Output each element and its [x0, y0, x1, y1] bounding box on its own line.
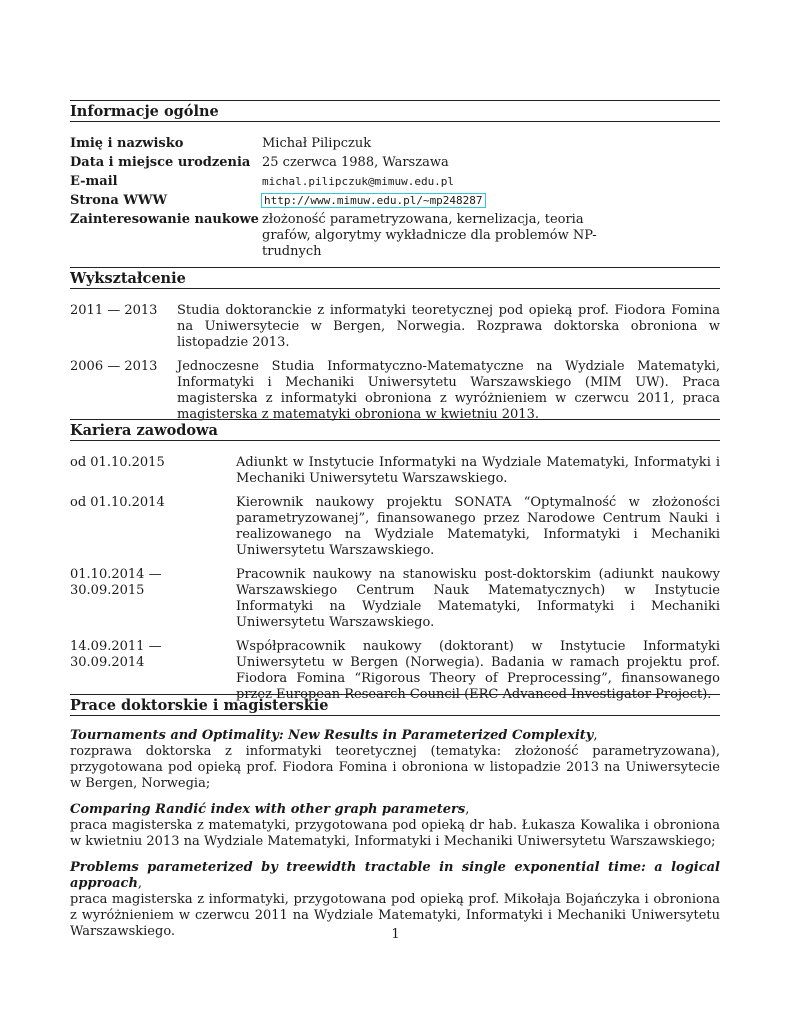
thesis-item: Problems parameterized by treewidth tractable in single exponential time: a logical approach, praca magisterska z informatyki, przygotowana pod opieką prof. Mikołaja Bojańczyka i obroniona z wyróżnieniem w czerwcu 2011 na Wydziale Matematyki, Informatyki i Mechaniki Uniwersytetu Warszawskiego.: [70, 860, 720, 939]
career-entry: [70, 495, 720, 559]
career-date: od 01.10.2015: [70, 455, 165, 470]
label-name: Imię i nazwisko: [70, 136, 184, 151]
education-date: 2006 — 2013: [70, 359, 158, 374]
row-interests: [70, 212, 720, 260]
career-date: 14.09.2011 — 30.09.2014: [70, 639, 162, 670]
thesis-description: rozprawa doktorska z informatyki teoretycznej (tematyka: złożoność parametryzowana), przygotowana pod opieką prof. Fiodora Fomina i obroniona w listopadzie 2013 na Uniwersytecie w Bergen, Norwegia;: [70, 744, 720, 791]
thesis-item: Comparing Randić index with other graph parameters, praca magisterska z matematyki, przygotowana pod opieką dr hab. Łukasza Kowalika i obroniona w kwietniu 2013 na Wydziale Matematyki, Informatyki i Mechaniki Uniwersytetu Warszawskiego;: [70, 802, 720, 849]
career-date: od 01.10.2014: [70, 495, 165, 510]
career-text: Współpracownik naukowy (doktorant) w Instytucie Informatyki Uniwersytetu w Bergen (Norwegia). Badania w ramach projektu prof. Fiodora Fomina “Rigorous Theory of Preprocessing”, finansowanego przez European Research Council (ERC Advanced Investigator Project).: [236, 639, 720, 702]
label-interests: Zainteresowanie naukowe: [70, 212, 259, 227]
section-theses: [70, 694, 720, 950]
career-list: [70, 455, 720, 703]
section-education: [70, 267, 720, 431]
thesis-title: Problems parameterized by treewidth tractable in single exponential time: a logical approach: [70, 860, 720, 891]
website-link[interactable]: http://www.mimuw.edu.pl/~mp248287: [264, 194, 483, 207]
section-heading-theses: Prace doktorskie i magisterskie: [70, 694, 720, 716]
theses-list: [70, 728, 720, 940]
section-general: [70, 100, 720, 260]
value-name: Michał Pilipczuk: [262, 136, 372, 151]
value-email[interactable]: michal.pilipczuk@mimuw.edu.pl: [262, 175, 455, 188]
career-date: 01.10.2014 — 30.09.2015: [70, 567, 162, 598]
career-text: Pracownik naukowy na stanowisku post-doktorskim (adiunkt naukowy Warszawskiego Centrum Nauk Matematycznych) w Instytucie Informatyki na Wydziale Matematyki, Informatyki i Mechaniki Uniwersytetu Warszawskiego.: [236, 567, 720, 630]
general-info-list: [70, 136, 720, 260]
value-interests: złożoność parametryzowana, kernelizacja, teoria grafów, algorytmy wykładnicze dla problemów NP-trudnych: [262, 212, 597, 259]
career-entry: [70, 567, 720, 631]
career-text: Kierownik naukowy projektu SONATA “Optymalność w złożoności parametryzowanej”, finansowanego przez Narodowe Centrum Nauki i realizowanego na Wydziale Matematyki, Informatyki i Mechaniki Uniwersytetu Warszawskiego.: [236, 495, 720, 558]
education-entry: [70, 359, 720, 423]
education-text: Jednoczesne Studia Informatyczno-Matematyczne na Wydziale Matematyki, Informatyki i Mechaniki Uniwersytetu Warszawskiego (MIM UW). Praca magisterska z informatyki obroniona z wyróżnieniem w czerwcu 2011, praca magisterska z matematyki obroniona w kwietniu 2013.: [177, 359, 720, 422]
row-birth: [70, 155, 720, 171]
career-entry: [70, 455, 720, 487]
row-www: [70, 193, 720, 209]
education-list: [70, 303, 720, 423]
thesis-item: Tournaments and Optimality: New Results in Parameterized Complexity, rozprawa doktorska z informatyki teoretycznej (tematyka: złożoność parametryzowana), przygotowana pod opieką prof. Fiodora Fomina i obroniona w listopadzie 2013 na Uniwersytecie w Bergen, Norwegia;: [70, 728, 720, 791]
thesis-description: praca magisterska z matematyki, przygotowana pod opieką dr hab. Łukasza Kowalika i obroniona w kwietniu 2013 na Wydziale Matematyki, Informatyki i Mechaniki Uniwersytetu Warszawskiego;: [70, 818, 720, 849]
education-date: 2011 — 2013: [70, 303, 158, 318]
row-name: [70, 136, 720, 152]
thesis-description: praca magisterska z informatyki, przygotowana pod opieką prof. Mikołaja Bojańczyka i obroniona z wyróżnieniem w czerwcu 2011 na Wydziale Matematyki, Informatyki i Mechaniki Uniwersytetu Warszawskiego.: [70, 892, 720, 939]
section-heading-education: Wykształcenie: [70, 267, 720, 289]
section-heading-career: Kariera zawodowa: [70, 419, 720, 441]
row-email: [70, 174, 720, 190]
thesis-title: Tournaments and Optimality: New Results in Parameterized Complexity: [70, 728, 594, 743]
thesis-title: Comparing Randić index with other graph parameters: [70, 802, 466, 817]
page-number: 1: [391, 927, 400, 942]
label-birth: Data i miejsce urodzenia: [70, 155, 251, 170]
label-email: E-mail: [70, 174, 118, 189]
value-birth: 25 czerwca 1988, Warszawa: [262, 155, 449, 170]
education-text: Studia doktoranckie z informatyki teoretycznej pod opieką prof. Fiodora Fomina na Uniwersytecie w Bergen, Norwegia. Rozprawa doktorska obroniona w listopadzie 2013.: [177, 303, 720, 350]
education-entry: [70, 303, 720, 351]
section-career: [70, 419, 720, 711]
label-www: Strona WWW: [70, 193, 168, 208]
career-text: Adiunkt w Instytucie Informatyki na Wydziale Matematyki, Informatyki i Mechaniki Uniwersytetu Warszawskiego.: [236, 455, 720, 486]
section-heading-general: Informacje ogólne: [70, 100, 720, 122]
